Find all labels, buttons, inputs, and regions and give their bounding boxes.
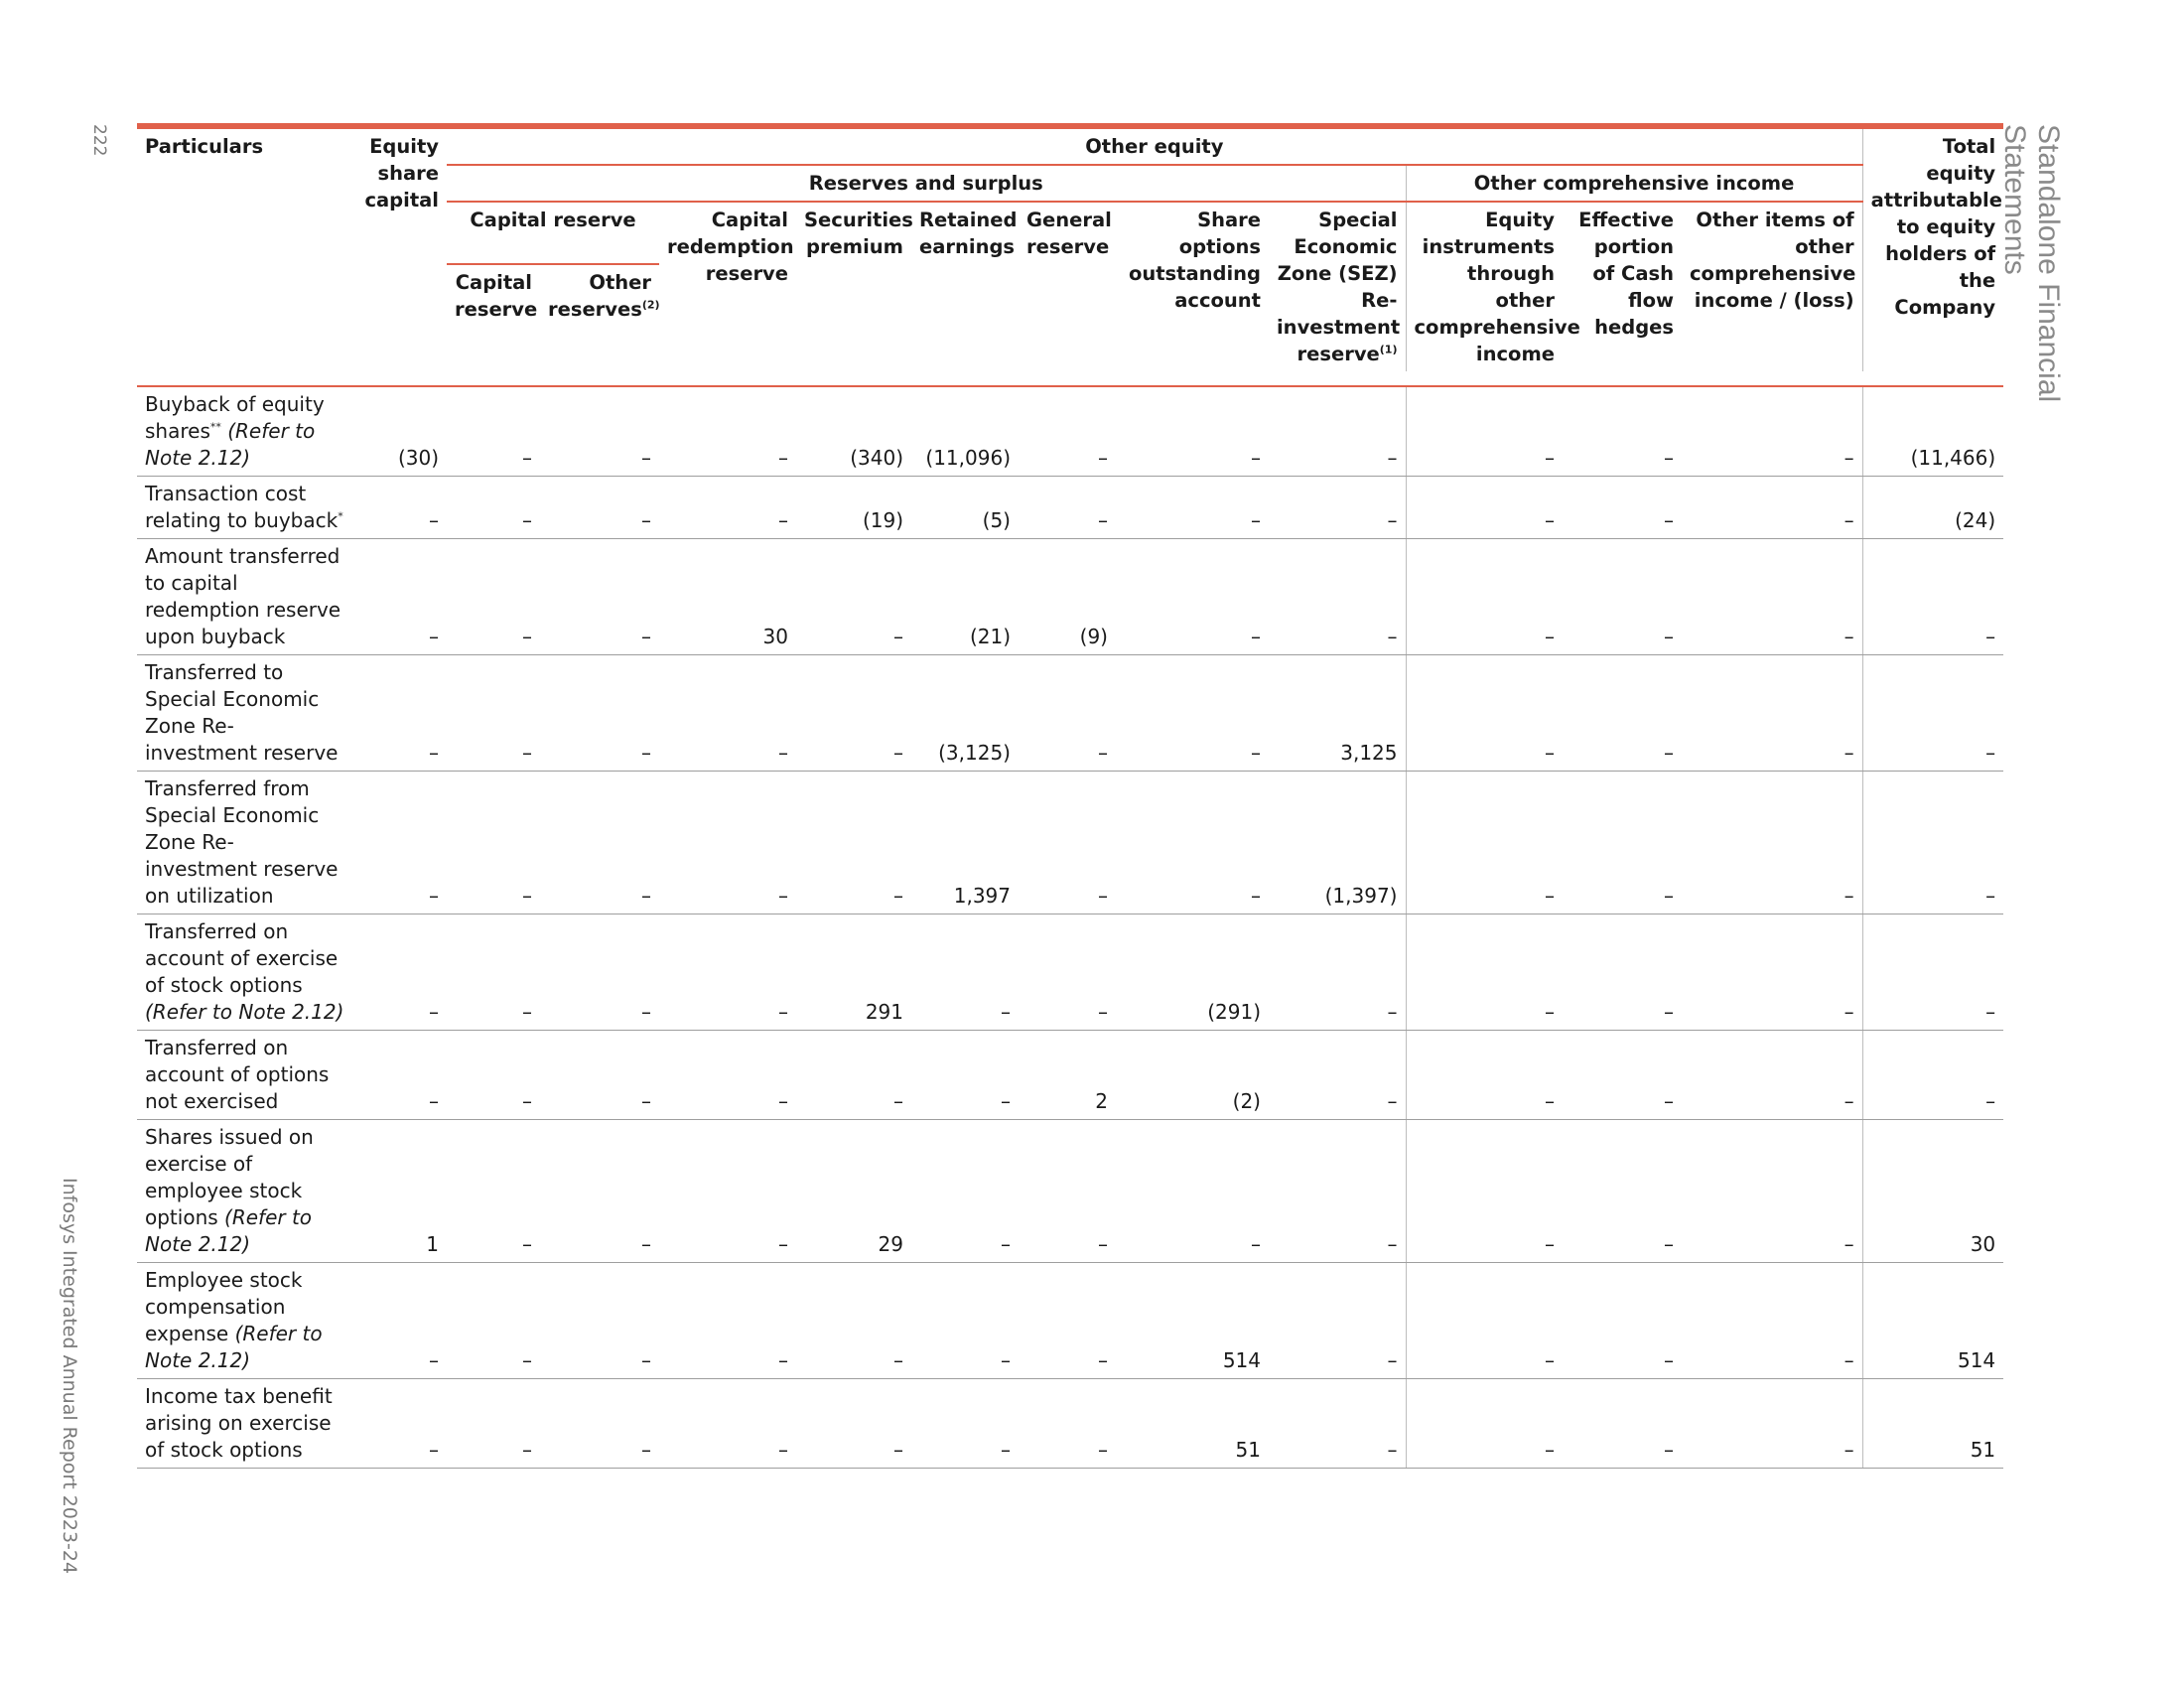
header-other-items-oci: Other items of other comprehensive income / (loss): [1690, 209, 1856, 312]
table-cell: –: [1269, 914, 1406, 1031]
table-cell: –: [659, 1379, 796, 1469]
table-cell: –: [1269, 539, 1406, 655]
table-cell: –: [540, 1120, 659, 1263]
table-cell: –: [1116, 655, 1269, 772]
table-cell: –: [540, 386, 659, 477]
table-cell: 30: [659, 539, 796, 655]
header-securities-premium: Securities premium: [804, 209, 913, 258]
table-cell: –: [1682, 1031, 1862, 1120]
table-cell: 3,125: [1269, 655, 1406, 772]
row-label-text: Buyback of equity shares: [145, 392, 325, 443]
header-other-reserves-note: (2): [641, 298, 660, 312]
table-cell: –: [353, 539, 447, 655]
header-retained-earnings: Retained earnings: [919, 209, 1018, 258]
row-label-footnote: *: [338, 509, 343, 523]
table-cell: –: [1269, 386, 1406, 477]
table-cell: 1,397: [911, 772, 1019, 914]
table-cell: –: [540, 655, 659, 772]
table-cell: –: [1862, 1031, 2003, 1120]
header-share-options-outstanding: Share options outstanding account: [1128, 209, 1261, 312]
table-cell: –: [1019, 1379, 1116, 1469]
header-other-comprehensive-income: Other comprehensive income: [1406, 165, 1862, 202]
header-equity-share-capital: Equity share capital: [353, 126, 447, 371]
table-cell: –: [447, 477, 540, 539]
table-cell: –: [353, 655, 447, 772]
table-cell: –: [911, 1263, 1019, 1379]
row-label-note: (Refer to Note 2.12): [145, 1205, 313, 1256]
table-cell: –: [1563, 1120, 1682, 1263]
row-label: [137, 772, 353, 914]
table-cell: (291): [1116, 914, 1269, 1031]
table-cell: –: [447, 386, 540, 477]
table-cell: –: [540, 477, 659, 539]
table-cell: –: [447, 1031, 540, 1120]
table-cell: –: [1116, 386, 1269, 477]
row-label: [137, 914, 353, 1031]
header-sez-reserve-text: Special Economic Zone (SEZ) Re-investment reserve: [1277, 209, 1401, 365]
table-cell: –: [659, 1120, 796, 1263]
row-label-text: Transaction cost relating to buyback: [145, 482, 339, 532]
table-cell: –: [1563, 1263, 1682, 1379]
table-cell: –: [447, 539, 540, 655]
table-row: [137, 1120, 2003, 1263]
table-cell: –: [1019, 772, 1116, 914]
table-cell: –: [540, 772, 659, 914]
table-cell: –: [1116, 477, 1269, 539]
table-cell: –: [1682, 1379, 1862, 1469]
row-label: [137, 1263, 353, 1379]
table-cell: –: [1862, 772, 2003, 914]
row-label-note: (Refer to Note 2.12): [145, 419, 316, 470]
table-row: [137, 1263, 2003, 1379]
table-cell: (24): [1862, 477, 2003, 539]
table-cell: –: [911, 1120, 1019, 1263]
table-cell: –: [1563, 914, 1682, 1031]
table-cell: –: [1019, 914, 1116, 1031]
header-spacer: [137, 371, 2003, 386]
table-cell: 514: [1862, 1263, 2003, 1379]
header-other-reserves-text: Other reserves: [548, 271, 651, 322]
table-cell: –: [1406, 477, 1563, 539]
table-cell: –: [353, 1379, 447, 1469]
row-label: [137, 1031, 353, 1120]
table-cell: (11,466): [1862, 386, 2003, 477]
table-row: [137, 386, 2003, 477]
table-cell: –: [1682, 539, 1862, 655]
header-sez-reserve: [1269, 202, 1406, 371]
row-label-text: Transferred on account of options not exercised: [145, 1036, 330, 1113]
header-general-reserve: General reserve: [1026, 209, 1112, 258]
row-label: [137, 539, 353, 655]
table-cell: –: [1563, 539, 1682, 655]
row-label-text: Transferred to Special Economic Zone Re-investment reserve: [145, 660, 339, 765]
table-cell: –: [1116, 1120, 1269, 1263]
row-label-footnote: **: [209, 420, 221, 434]
table-cell: –: [447, 772, 540, 914]
table-cell: (5): [911, 477, 1019, 539]
table-cell: –: [1406, 1031, 1563, 1120]
table-row: [137, 539, 2003, 655]
table-cell: –: [540, 1031, 659, 1120]
table-cell: –: [659, 1031, 796, 1120]
table-cell: –: [1019, 1120, 1116, 1263]
table-cell: –: [353, 772, 447, 914]
table-cell: –: [1682, 1263, 1862, 1379]
header-sez-reserve-note: (1): [1379, 343, 1398, 356]
header-other-equity: Other equity: [447, 126, 1862, 165]
row-label-text: Shares issued on exercise of employee stock options: [145, 1125, 314, 1229]
table-cell: –: [1563, 772, 1682, 914]
header-particulars: Particulars: [137, 126, 353, 371]
table-cell: –: [1269, 1263, 1406, 1379]
row-label: [137, 655, 353, 772]
table-body: [137, 386, 2003, 1469]
table-cell: –: [911, 1031, 1019, 1120]
table-cell: –: [659, 386, 796, 477]
table-cell: 291: [796, 914, 911, 1031]
table-cell: –: [911, 914, 1019, 1031]
table-cell: –: [1269, 1031, 1406, 1120]
page-number: 222: [89, 124, 109, 157]
table-cell: –: [447, 914, 540, 1031]
table-cell: –: [796, 1031, 911, 1120]
table-cell: –: [659, 914, 796, 1031]
table-cell: –: [540, 914, 659, 1031]
table-cell: (2): [1116, 1031, 1269, 1120]
row-label: [137, 1379, 353, 1469]
table-row: [137, 1031, 2003, 1120]
table-cell: (19): [796, 477, 911, 539]
table-cell: –: [540, 1263, 659, 1379]
table-cell: –: [1862, 914, 2003, 1031]
table-cell: (9): [1019, 539, 1116, 655]
row-label: [137, 477, 353, 539]
table-cell: 2: [1019, 1031, 1116, 1120]
table-cell: (1,397): [1269, 772, 1406, 914]
table-cell: –: [1406, 386, 1563, 477]
table-cell: –: [353, 477, 447, 539]
row-label-text: Employee stock compensation expense: [145, 1268, 303, 1345]
header-capital-reserve: Capital reserve: [455, 271, 538, 322]
table-cell: –: [1682, 477, 1862, 539]
section-title: Standalone Financial Statements: [1998, 124, 2065, 403]
row-label-text: Transferred from Special Economic Zone Re-investment reserve on utilization: [145, 776, 339, 908]
table-row: [137, 772, 2003, 914]
table-cell: –: [1563, 1379, 1682, 1469]
statement-of-changes-in-equity-table: [137, 123, 2003, 1469]
table-cell: –: [1269, 1120, 1406, 1263]
table-cell: –: [796, 539, 911, 655]
table-cell: 51: [1862, 1379, 2003, 1469]
table-cell: –: [1682, 655, 1862, 772]
row-label-note: (Refer to Note 2.12): [145, 1000, 344, 1024]
table-cell: –: [1116, 772, 1269, 914]
table-cell: 29: [796, 1120, 911, 1263]
header-capital-reserve-group: Capital reserve: [447, 202, 659, 264]
table-cell: –: [1406, 1379, 1563, 1469]
table-cell: –: [1406, 655, 1563, 772]
table-cell: (340): [796, 386, 911, 477]
table-cell: –: [447, 655, 540, 772]
table-row: [137, 655, 2003, 772]
table-cell: –: [1406, 1263, 1563, 1379]
report-title: Infosys Integrated Annual Report 2023-24: [59, 1177, 80, 1574]
table-cell: –: [1019, 386, 1116, 477]
table-cell: –: [1019, 477, 1116, 539]
header-capital-redemption-reserve: Capital redemption reserve: [667, 209, 794, 285]
table-cell: –: [540, 539, 659, 655]
row-label-text: Amount transferred to capital redemption reserve upon buyback: [145, 544, 341, 648]
table-cell: (3,125): [911, 655, 1019, 772]
table-cell: –: [659, 655, 796, 772]
header-total-equity: Total equity attributable to equity holders of the Company: [1862, 126, 2003, 371]
table-cell: (21): [911, 539, 1019, 655]
left-margin: [30, 124, 109, 1574]
row-label-note: (Refer to Note 2.12): [145, 1322, 323, 1372]
table-cell: 51: [1116, 1379, 1269, 1469]
table-cell: –: [796, 772, 911, 914]
row-label: [137, 386, 353, 477]
table-cell: –: [659, 477, 796, 539]
table-cell: –: [911, 1379, 1019, 1469]
table-cell: –: [1406, 1120, 1563, 1263]
row-label-text: Transferred on account of exercise of stock options: [145, 919, 339, 997]
table-cell: –: [659, 1263, 796, 1379]
table-cell: –: [1862, 655, 2003, 772]
header-equity-instruments-oci: Equity instruments through other comprehensive income: [1406, 202, 1563, 371]
row-label-text: Income tax benefit arising on exercise of stock options: [145, 1384, 333, 1462]
table-cell: –: [447, 1263, 540, 1379]
table-cell: –: [1269, 477, 1406, 539]
table-cell: –: [1682, 914, 1862, 1031]
table-cell: –: [353, 1263, 447, 1379]
table-cell: 30: [1862, 1120, 2003, 1263]
table-cell: –: [1682, 772, 1862, 914]
table-cell: –: [1862, 539, 2003, 655]
table-cell: –: [1563, 1031, 1682, 1120]
table-cell: –: [447, 1379, 540, 1469]
table-cell: –: [447, 1120, 540, 1263]
table-cell: –: [1682, 1120, 1862, 1263]
table-cell: –: [1019, 655, 1116, 772]
header-reserves-and-surplus: Reserves and surplus: [447, 165, 1406, 202]
table-cell: 514: [1116, 1263, 1269, 1379]
table-cell: –: [796, 1263, 911, 1379]
table-cell: –: [1682, 386, 1862, 477]
header-cash-flow-hedges: Effective portion of Cash flow hedges: [1578, 209, 1674, 339]
table-cell: (30): [353, 386, 447, 477]
table-cell: –: [1563, 386, 1682, 477]
row-label: [137, 1120, 353, 1263]
table-cell: –: [659, 772, 796, 914]
table-cell: –: [1563, 477, 1682, 539]
table-cell: –: [540, 1379, 659, 1469]
table-cell: –: [353, 914, 447, 1031]
table-cell: –: [1406, 539, 1563, 655]
table-cell: –: [1563, 655, 1682, 772]
table-cell: (11,096): [911, 386, 1019, 477]
table-cell: –: [1406, 914, 1563, 1031]
table-row: [137, 1379, 2003, 1469]
table-cell: –: [1116, 539, 1269, 655]
table-cell: –: [1406, 772, 1563, 914]
table-cell: –: [796, 655, 911, 772]
header-other-reserves: [540, 264, 659, 371]
table-cell: 1: [353, 1120, 447, 1263]
table-row: [137, 477, 2003, 539]
table-cell: –: [1019, 1263, 1116, 1379]
header-row-1: [137, 126, 2003, 165]
table-cell: –: [1269, 1379, 1406, 1469]
table-row: [137, 914, 2003, 1031]
table-cell: –: [796, 1379, 911, 1469]
table-cell: –: [353, 1031, 447, 1120]
